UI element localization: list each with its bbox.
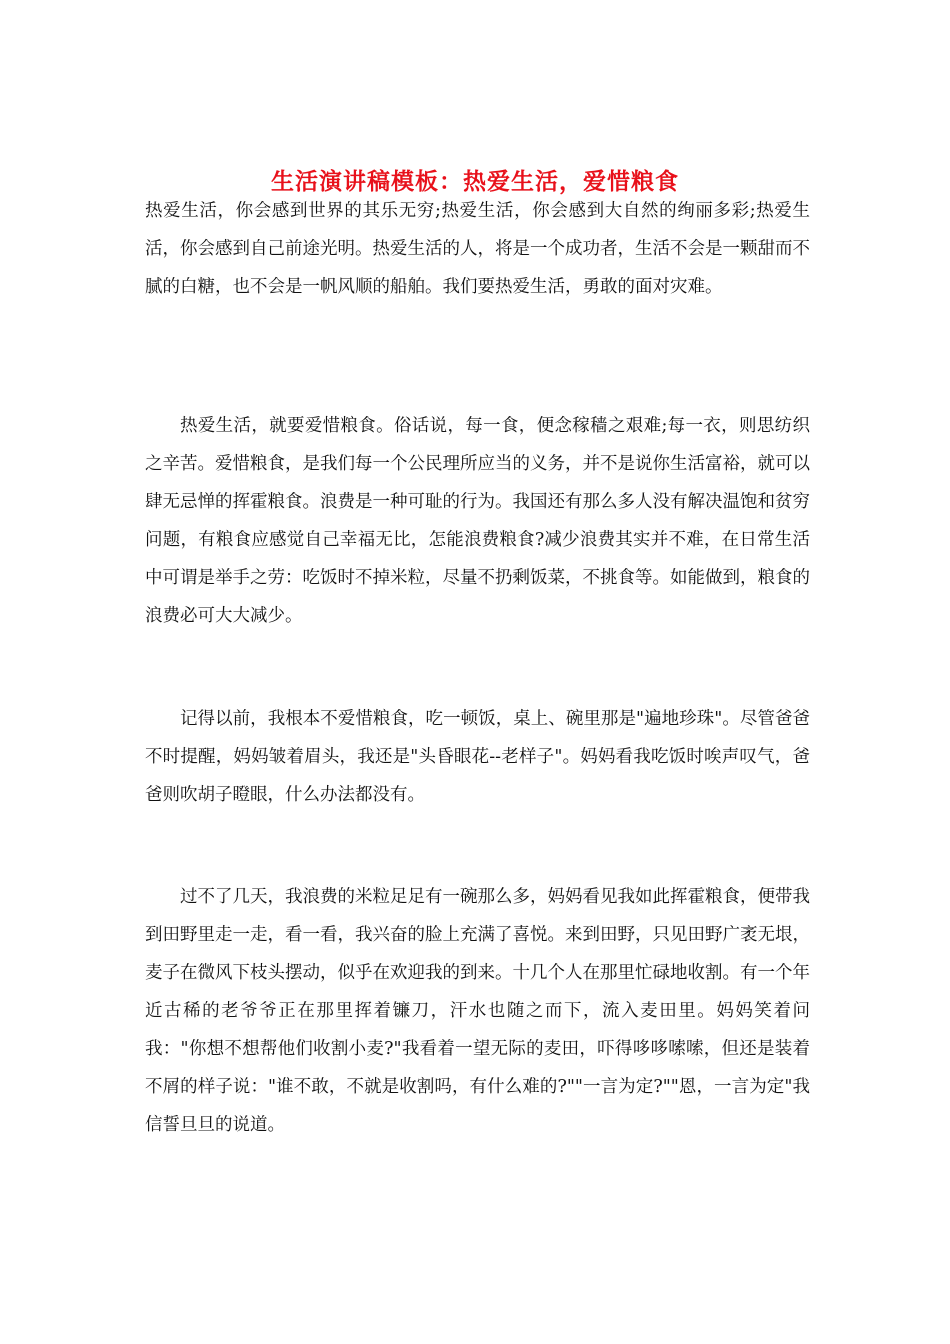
document-title: 生活演讲稿模板：热爱生活，爱惜粮食 [271, 168, 679, 196]
paragraph-4: 过不了几天，我浪费的米粒足足有一碗那么多，妈妈看见我如此挥霍粮食，便带我到田野里走一走，看一看，我兴奋的脸上充满了喜悦。来到田野，只见田野广袤无垠，麦子在微风下枝头摆动，似乎在欢迎我的到来。十几个人在那里忙碌地收割。有一个年近古稀的老爷爷正在那里挥着镰刀，汗水也随之而下，流入麦田里。妈妈笑着问我："你想不想帮他们收割小麦?"我看着一望无际的麦田，吓得哆哆嗦嗦，但还是装着不屑的样子说："谁不敢，不就是收割吗，有什么难的?""一言为定?""恩，一言为定"我信誓旦旦的说道。 [145, 887, 810, 1135]
paragraph-2: 热爱生活，就要爱惜粮食。俗话说，每一食，便念稼穑之艰难;每一衣，则思纺织之辛苦。爱惜粮食，是我们每一个公民理所应当的义务，并不是说你生活富裕，就可以肆无忌惮的挥霍粮食。浪费是一种可耻的行为。我国还有那么多人没有解决温饱和贫穷问题，有粮食应感觉自己幸福无比，怎能浪费粮食?减少浪费其实并不难，在日常生活中可谓是举手之劳：吃饭时不掉米粒，尽量不扔剩饭菜，不挑食等。如能做到，粮食的浪费必可大大减少。 [145, 416, 810, 626]
paragraph-1: 热爱生活，你会感到世界的其乐无穷;热爱生活，你会感到大自然的绚丽多彩;热爱生活，你会感到自己前途光明。热爱生活的人，将是一个成功者，生活不会是一颗甜而不腻的白糖，也不会是一帆风顺的船舶。我们要热爱生活，勇敢的面对灾难。 [145, 201, 810, 297]
paragraph-3: 记得以前，我根本不爱惜粮食，吃一顿饭，桌上、碗里那是"遍地珍珠"。尽管爸爸不时提醒，妈妈皱着眉头，我还是"头昏眼花--老样子"。妈妈看我吃饭时唉声叹气，爸爸则吹胡子瞪眼，什么办法都没有。 [145, 709, 810, 805]
